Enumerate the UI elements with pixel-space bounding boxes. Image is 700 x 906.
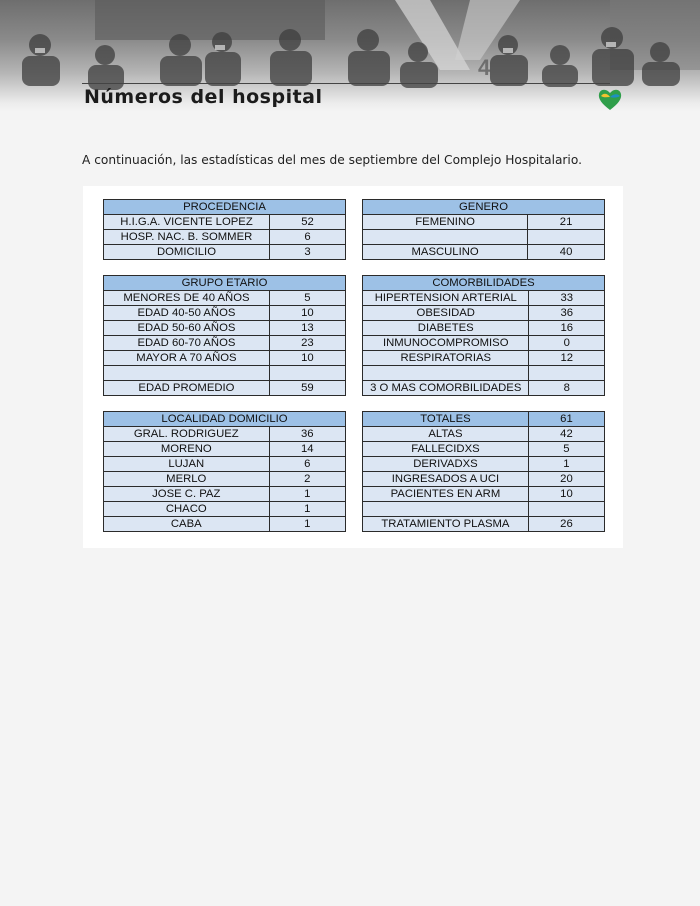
table-row bbox=[104, 291, 346, 306]
table-comorbilidades bbox=[362, 275, 605, 396]
table-header: PROCEDENCIA bbox=[104, 200, 346, 215]
table-row bbox=[104, 487, 346, 502]
table-row bbox=[104, 427, 346, 442]
row-value: 26 bbox=[528, 517, 604, 532]
row-value: 52 bbox=[269, 215, 345, 230]
row-value: 1 bbox=[528, 457, 604, 472]
row-value bbox=[269, 366, 345, 381]
table-row bbox=[104, 321, 346, 336]
table-row bbox=[363, 321, 605, 336]
table-row bbox=[104, 306, 346, 321]
row-label: EDAD 60-70 AÑOS bbox=[104, 336, 270, 351]
row-value: 12 bbox=[529, 351, 605, 366]
table-row bbox=[363, 502, 605, 517]
row-label: FEMENINO bbox=[363, 215, 528, 230]
svg-text:4: 4 bbox=[478, 55, 491, 80]
table-row bbox=[104, 517, 346, 532]
total-value: 61 bbox=[528, 412, 604, 427]
row-label: PACIENTES EN ARM bbox=[363, 487, 529, 502]
table-row bbox=[363, 427, 605, 442]
table-row bbox=[363, 442, 605, 457]
row-value: 16 bbox=[529, 321, 605, 336]
row-label: MAYOR A 70 AÑOS bbox=[104, 351, 270, 366]
row-value: 8 bbox=[529, 381, 605, 396]
page-title: Números del hospital bbox=[84, 86, 323, 108]
row-label: FALLECIDXS bbox=[363, 442, 529, 457]
row-value: 1 bbox=[269, 517, 345, 532]
table-header: TOTALES bbox=[363, 412, 529, 427]
table-row bbox=[104, 457, 346, 472]
row-label: MERLO bbox=[104, 472, 270, 487]
row-label: EDAD 40-50 AÑOS bbox=[104, 306, 270, 321]
table-row bbox=[363, 291, 605, 306]
row-value: 10 bbox=[269, 351, 345, 366]
table-row bbox=[363, 517, 605, 532]
table-header: GENERO bbox=[363, 200, 605, 215]
row-value: 36 bbox=[529, 306, 605, 321]
table-row bbox=[104, 215, 346, 230]
table-row bbox=[363, 366, 605, 381]
table-totales bbox=[362, 411, 605, 532]
table-row bbox=[363, 487, 605, 502]
table-row bbox=[363, 351, 605, 366]
table-row bbox=[363, 245, 605, 260]
table-row bbox=[104, 366, 346, 381]
row-value: 33 bbox=[529, 291, 605, 306]
table-row bbox=[363, 215, 605, 230]
table-header: LOCALIDAD DOMICILIO bbox=[104, 412, 346, 427]
row-value: 14 bbox=[269, 442, 345, 457]
row-label: CHACO bbox=[104, 502, 270, 517]
row-label: EDAD PROMEDIO bbox=[104, 381, 270, 396]
row-label: CABA bbox=[104, 517, 270, 532]
title-divider bbox=[82, 83, 610, 84]
row-value: 3 bbox=[269, 245, 345, 260]
row-label: INGRESADOS A UCI bbox=[363, 472, 529, 487]
statistics-panel bbox=[83, 186, 623, 548]
table-header: GRUPO ETARIO bbox=[104, 276, 346, 291]
row-value: 59 bbox=[269, 381, 345, 396]
row-value bbox=[528, 230, 605, 245]
row-value bbox=[529, 366, 605, 381]
row-label: MORENO bbox=[104, 442, 270, 457]
table-row bbox=[104, 381, 346, 396]
row-label: LUJAN bbox=[104, 457, 270, 472]
table-row bbox=[363, 472, 605, 487]
row-label bbox=[104, 366, 270, 381]
row-label: H.I.G.A. VICENTE LOPEZ bbox=[104, 215, 270, 230]
row-label: GRAL. RODRIGUEZ bbox=[104, 427, 270, 442]
table-row bbox=[104, 502, 346, 517]
table-row bbox=[363, 457, 605, 472]
row-label: OBESIDAD bbox=[363, 306, 529, 321]
row-value: 6 bbox=[269, 457, 345, 472]
row-value: 1 bbox=[269, 502, 345, 517]
row-label: TRATAMIENTO PLASMA bbox=[363, 517, 529, 532]
table-grupo-etario bbox=[103, 275, 346, 396]
row-label: DIABETES bbox=[363, 321, 529, 336]
row-value: 13 bbox=[269, 321, 345, 336]
row-label: EDAD 50-60 AÑOS bbox=[104, 321, 270, 336]
row-value: 20 bbox=[528, 472, 604, 487]
row-value: 0 bbox=[529, 336, 605, 351]
row-label bbox=[363, 230, 528, 245]
hospital-logo-icon bbox=[597, 86, 623, 112]
table-row bbox=[104, 336, 346, 351]
row-label: 3 O MAS COMORBILIDADES bbox=[363, 381, 529, 396]
row-value: 5 bbox=[269, 291, 345, 306]
row-value: 36 bbox=[269, 427, 345, 442]
table-procedencia bbox=[103, 199, 346, 260]
table-row bbox=[363, 381, 605, 396]
row-label: DOMICILIO bbox=[104, 245, 270, 260]
row-label: MASCULINO bbox=[363, 245, 528, 260]
table-row bbox=[104, 230, 346, 245]
row-value: 2 bbox=[269, 472, 345, 487]
row-value: 23 bbox=[269, 336, 345, 351]
table-row bbox=[363, 336, 605, 351]
row-value: 10 bbox=[269, 306, 345, 321]
row-value: 5 bbox=[528, 442, 604, 457]
table-row bbox=[104, 472, 346, 487]
row-label: DERIVADXS bbox=[363, 457, 529, 472]
row-value: 42 bbox=[528, 427, 604, 442]
row-value: 6 bbox=[269, 230, 345, 245]
row-label bbox=[363, 366, 529, 381]
table-row bbox=[363, 230, 605, 245]
row-label: RESPIRATORIAS bbox=[363, 351, 529, 366]
row-value: 40 bbox=[528, 245, 605, 260]
table-row bbox=[363, 306, 605, 321]
row-value: 1 bbox=[269, 487, 345, 502]
row-label: INMUNOCOMPROMISO bbox=[363, 336, 529, 351]
row-value: 10 bbox=[528, 487, 604, 502]
table-header: COMORBILIDADES bbox=[363, 276, 605, 291]
row-label: JOSE C. PAZ bbox=[104, 487, 270, 502]
row-label: HIPERTENSION ARTERIAL bbox=[363, 291, 529, 306]
row-label: ALTAS bbox=[363, 427, 529, 442]
table-row bbox=[104, 245, 346, 260]
row-value bbox=[528, 502, 604, 517]
row-label bbox=[363, 502, 529, 517]
table-localidad-domicilio bbox=[103, 411, 346, 532]
table-row bbox=[104, 351, 346, 366]
row-label: MENORES DE 40 AÑOS bbox=[104, 291, 270, 306]
row-value: 21 bbox=[528, 215, 605, 230]
intro-paragraph: A continuación, las estadísticas del mes de septiembre del Complejo Hospitalario. bbox=[82, 153, 582, 167]
row-label: HOSP. NAC. B. SOMMER bbox=[104, 230, 270, 245]
table-genero bbox=[362, 199, 605, 260]
table-row bbox=[104, 442, 346, 457]
